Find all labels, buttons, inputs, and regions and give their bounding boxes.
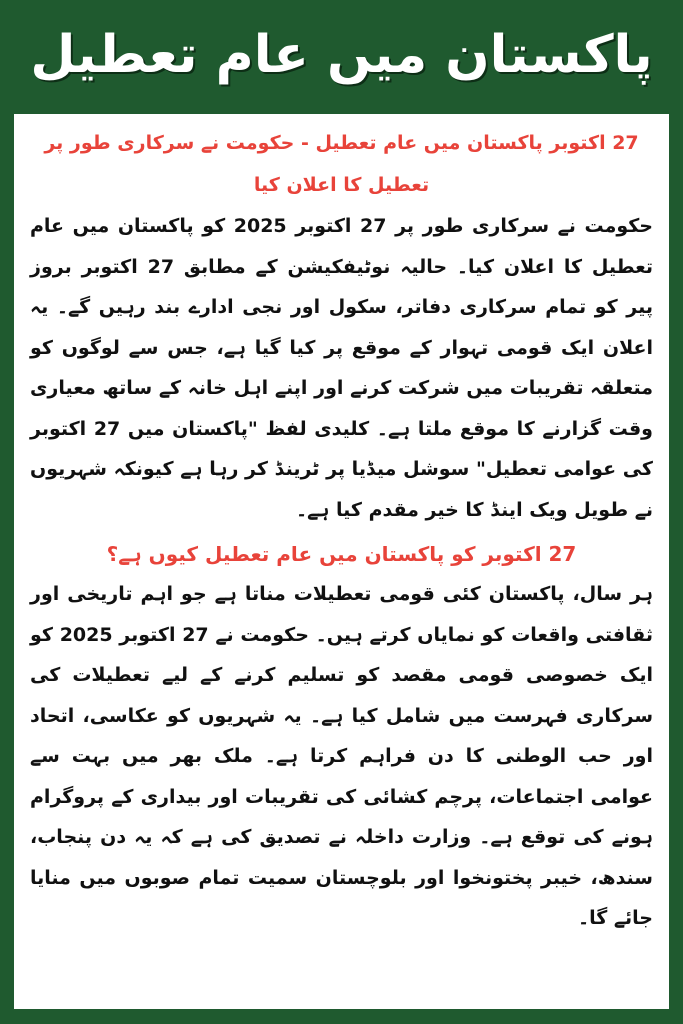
article-subheading: 27 اکتوبر کو پاکستان میں عام تعطیل کیوں ہے؟ (106, 542, 577, 566)
article-paragraph-1: حکومت نے سرکاری طور پر 27 اکتوبر 2025 کو پاکستان میں عام تعطیل کا اعلان کیا۔ حالیہ نوٹیفکیشن کے مطابق 27 اکتوبر بروز پیر کو تمام سرکاری دفاتر، سکول اور نجی ادارے بند رہیں گے۔ یہ اعلان ایک قومی تہوار کے موقع پر کیا گیا ہے، جس سے لوگوں کو متعلقہ تقریبات میں شرکت کرنے اور اپنے اہل خانہ کے ساتھ معیاری وقت گزارنے کا موقع ملتا ہے۔ کلیدی لفظ "پاکستان میں 27 اکتوبر کی عوامی تعطیل" سوشل میڈیا پر ٹرینڈ کر رہا ہے کیونکہ شہریوں نے طویل ویک اینڈ کا خیر مقدم کیا ہے۔ (30, 215, 653, 521)
page-title: پاکستان میں عام تعطیل (30, 25, 653, 85)
article-paragraph-2: ہر سال، پاکستان کئی قومی تعطیلات مناتا ہے جو اہم تاریخی اور ثقافتی واقعات کو نمایاں کرتے ہیں۔ حکومت نے 27 اکتوبر 2025 کو ایک خصوصی قومی مقصد کو تسلیم کرنے کے لیے تعطیلات کی سرکاری فہرست میں شامل کیا ہے۔ یہ شہریوں کو عکاسی، اتحاد اور حب الوطنی کا دن فراہم کرتا ہے۔ ملک بھر میں بہت سے عوامی اجتماعات، پرچم کشائی کی تقریبات اور بیداری کے پروگرام ہونے کی توقع ہے۔ وزارت داخلہ نے تصدیق کی ہے کہ یہ دن پنجاب، سندھ، خیبر پختونخوا اور بلوچستان سمیت تمام صوبوں میں منایا جائے گا۔ (30, 583, 653, 929)
article-card (14, 114, 669, 1009)
article-headline: 27 اکتوبر پاکستان میں عام تعطیل - حکومت نے سرکاری طور پر تعطیل کا اعلان کیا (44, 132, 639, 196)
